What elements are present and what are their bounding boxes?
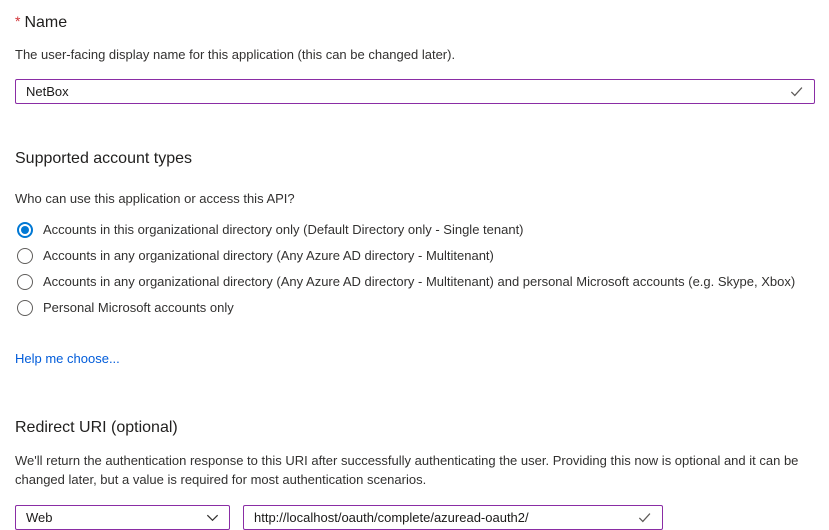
redirect-uri-input[interactable] bbox=[243, 505, 663, 530]
name-description: The user-facing display name for this application (this can be changed later). bbox=[15, 47, 456, 62]
redirect-uri-input-value: http://localhost/oauth/complete/azuread-oauth2/ bbox=[254, 510, 529, 525]
name-input[interactable] bbox=[15, 79, 815, 104]
name-section-title bbox=[15, 11, 815, 33]
redirect-uri-row bbox=[15, 505, 815, 530]
account-types-section bbox=[15, 148, 815, 368]
redirect-uri-section bbox=[15, 417, 815, 530]
radio-option-personal-only[interactable] bbox=[15, 300, 815, 316]
redirect-uri-title: Redirect URI (optional) bbox=[15, 419, 178, 436]
radio-option-label: Accounts in any organizational directory (Any Azure AD directory - Multitenant) and personal Microsoft accounts (e.g. Skype, Xbox) bbox=[43, 274, 796, 289]
account-types-radio-group bbox=[15, 222, 815, 316]
checkmark-icon bbox=[789, 84, 804, 99]
required-asterisk: * bbox=[15, 13, 21, 29]
redirect-uri-description: We'll return the authentication response to this URI after successfully authenticating the user. Providing this now is optional and it can be changed later, but a value is required for most authentication scenarios. bbox=[15, 453, 799, 487]
name-section bbox=[15, 11, 815, 104]
radio-button-icon bbox=[17, 222, 33, 238]
chevron-down-icon bbox=[205, 510, 220, 525]
name-input-value: NetBox bbox=[26, 84, 69, 99]
radio-option-single-tenant[interactable] bbox=[15, 222, 815, 238]
account-types-title: Supported account types bbox=[15, 150, 193, 167]
name-section-title-text: Name bbox=[24, 14, 68, 31]
help-me-choose-link[interactable]: Help me choose... bbox=[15, 351, 120, 366]
checkmark-icon bbox=[637, 510, 652, 525]
radio-option-multitenant[interactable] bbox=[15, 248, 815, 264]
platform-select[interactable] bbox=[15, 505, 230, 530]
radio-option-label: Accounts in this organizational directory only (Default Directory only - Single tenant) bbox=[43, 222, 524, 237]
radio-button-icon bbox=[17, 300, 33, 316]
radio-button-icon bbox=[17, 248, 33, 264]
radio-button-icon bbox=[17, 274, 33, 290]
platform-select-value: Web bbox=[26, 510, 53, 525]
radio-option-label: Accounts in any organizational directory (Any Azure AD directory - Multitenant) bbox=[43, 248, 494, 263]
radio-option-label: Personal Microsoft accounts only bbox=[43, 300, 234, 315]
radio-option-multitenant-personal[interactable] bbox=[15, 274, 815, 290]
account-types-question: Who can use this application or access this API? bbox=[15, 191, 295, 206]
